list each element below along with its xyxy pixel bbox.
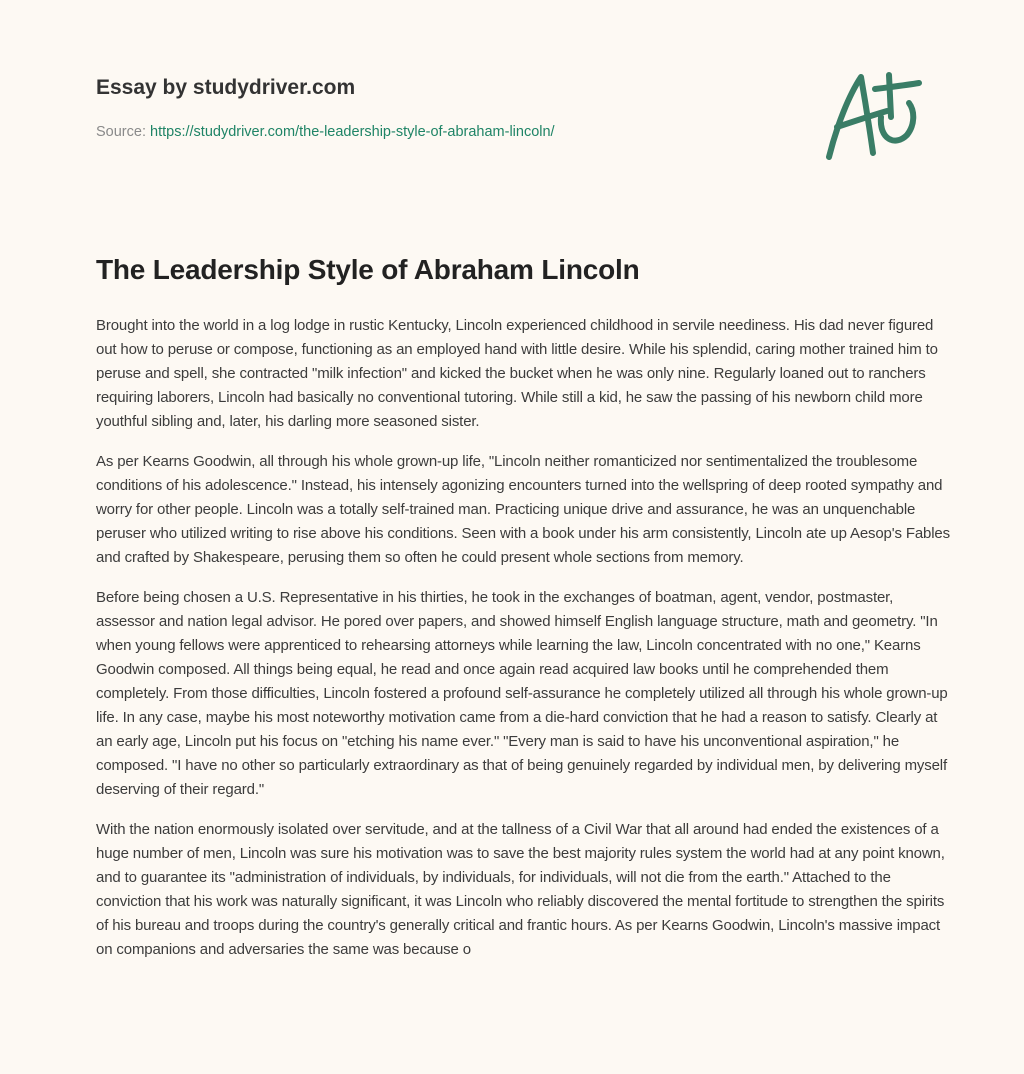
essay-title: The Leadership Style of Abraham Lincoln [96, 254, 640, 285]
essay-paragraph: Before being chosen a U.S. Representative in his thirties, he took in the exchanges of boatman, agent, vendor, postmaster, assessor and nation legal advisor. He pored over papers, and showed himself English language structure, math and geometry. "In when young fellows were apprenticed to rehearsing attorneys while learning the law, Lincoln concentrated with no one," Kearns Goodwin composed. All things being equal, he read and once again read acquired law books until he comprehended them completely. From those difficulties, Lincoln fostered a profound self-assurance he completely utilized all through his whole grown-up life. In any case, maybe his most noteworthy motivation came from a die-hard conviction that he had a reason to satisfy. Clearly at an early age, Lincoln put his focus on "etching his name ever." "Every man is said to have his unconventional aspiration," he composed. "I have no other so particularly extraordinary as that of being genuinely regarded by individual men, by delivering myself deserving of their regard." [96, 589, 948, 798]
site-title: Essay by studydriver.com [96, 76, 356, 99]
source-label: Source: [96, 124, 146, 140]
essay-paragraph: Brought into the world in a log lodge in rustic Kentucky, Lincoln experienced childhood in servile neediness. His dad never figured out how to peruse or compose, functioning as an employed hand with little desire. While his splendid, caring mother trained him to peruse and spell, she contracted "milk infection" and kicked the bucket when he was only nine. Regularly loaned out to ranchers requiring laborers, Lincoln had basically no conventional tutoring. While still a kid, he saw the passing of his newborn child more youthful sibling and, later, his darling more seasoned sister. [96, 317, 938, 430]
essay-paragraph: With the nation enormously isolated over servitude, and at the tallness of a Civil War that all around had ended the existences of a huge number of men, Lincoln was sure his motivation was to save the best majority rules system the world had at any point known, and to guarantee its "administration of individuals, by individuals, for individuals, will not die from the earth." Attached to the conviction that his work was naturally significant, it was Lincoln who reliably discovered the mental fortitude to strengthen the spirits of his bureau and troops during the country's generally critical and frantic hours. As per Kearns Goodwin, Lincoln's massive impact on companions and adversaries the same was because o [96, 821, 945, 958]
essay-body [96, 314, 952, 978]
source-line [96, 124, 555, 140]
a-plus-logo-icon [815, 65, 930, 170]
essay-paragraph: As per Kearns Goodwin, all through his whole grown-up life, "Lincoln neither romanticized nor sentimentalized the troublesome conditions of his adolescence." Instead, his intensely agonizing encounters turned into the wellspring of deep rooted sympathy and worry for other people. Lincoln was a totally self-trained man. Practicing unique drive and assurance, he was an unquenchable peruser who utilized writing to rise above his conditions. Seen with a book under his arm consistently, Lincoln ate up Aesop's Fables and crafted by Shakespeare, perusing them so often he could present whole sections from memory. [96, 453, 950, 566]
source-link[interactable]: https://studydriver.com/the-leadership-style-of-abraham-lincoln/ [150, 124, 555, 140]
